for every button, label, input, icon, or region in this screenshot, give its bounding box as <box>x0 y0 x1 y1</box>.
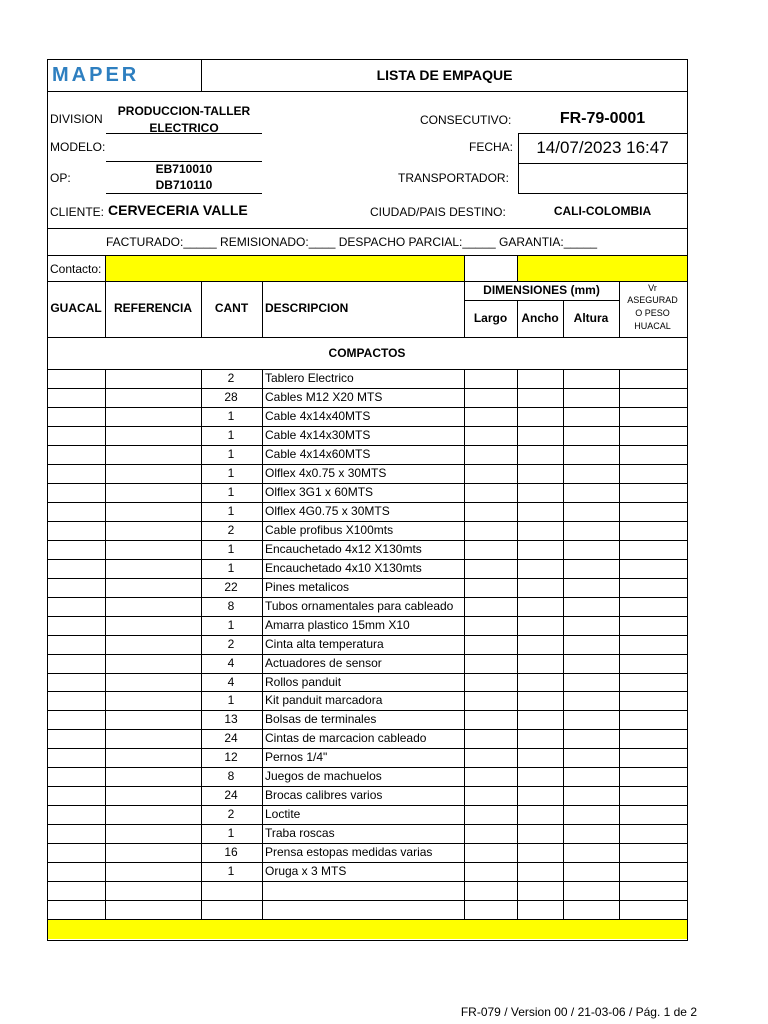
consecutivo-value: FR-79-0001 <box>559 110 646 127</box>
op-value-2: DB710110 <box>155 178 213 192</box>
contacto-bottom <box>47 281 687 282</box>
item-description: Cable profibus X100mts <box>265 522 394 537</box>
item-description: Bolsas de terminales <box>265 712 377 727</box>
transportador-label: TRANSPORTADOR: <box>398 171 509 185</box>
item-description: Olflex 3G1 x 60MTS <box>265 484 374 499</box>
item-description: Encauchetado 4x10 X130mts <box>265 560 422 575</box>
col-cant: CANT <box>214 301 249 315</box>
item-cant: 2 <box>227 636 235 651</box>
item-cant: 1 <box>227 465 235 480</box>
contacto-label: Contacto: <box>50 262 102 276</box>
item-cant: 1 <box>227 408 235 423</box>
item-cant: 1 <box>227 693 235 708</box>
item-cant: 2 <box>227 522 235 537</box>
item-description: Olflex 4x0.75 x 30MTS <box>265 465 387 480</box>
item-cant: 24 <box>224 731 238 746</box>
item-description: Rollos panduit <box>265 674 342 689</box>
item-description: Kit panduit marcadora <box>265 693 383 708</box>
ciudad-value: CALI-COLOMBIA <box>553 204 652 218</box>
contacto-div-1 <box>105 255 106 282</box>
item-cant: 28 <box>224 389 238 404</box>
item-cant: 1 <box>227 826 235 841</box>
op-label: OP: <box>50 171 71 185</box>
item-description: Cables M12 X20 MTS <box>265 389 383 404</box>
table-row <box>47 729 687 748</box>
item-cant: 1 <box>227 617 235 632</box>
table-row <box>47 691 687 710</box>
table-row <box>47 407 687 426</box>
item-cant: 1 <box>227 484 235 499</box>
item-description: Cable 4x14x60MTS <box>265 446 371 461</box>
item-description: Pernos 1/4" <box>265 750 328 765</box>
item-cant: 1 <box>227 503 235 518</box>
item-description: Loctite <box>265 807 301 822</box>
table-row <box>47 748 687 767</box>
table-row <box>47 824 687 843</box>
item-description: Traba roscas <box>265 826 335 841</box>
table-bottom <box>47 919 687 920</box>
table-row <box>47 862 687 881</box>
item-description: Pines metalicos <box>265 579 350 594</box>
item-cant: 1 <box>227 541 235 556</box>
fecha-label: FECHA: <box>469 140 514 154</box>
item-cant: 4 <box>227 674 235 689</box>
ciudad-label: CIUDAD/PAIS DESTINO: <box>370 205 506 219</box>
item-description: Juegos de machuelos <box>265 769 382 784</box>
item-description: Olflex 4G0.75 x 30MTS <box>265 503 390 518</box>
status-bottom <box>47 255 687 256</box>
table-row <box>47 654 687 673</box>
col-largo: Largo <box>473 311 508 325</box>
item-cant: 4 <box>227 655 235 670</box>
table-row <box>47 710 687 729</box>
contacto-div-2 <box>464 255 465 282</box>
item-description: Cable 4x14x30MTS <box>265 427 371 442</box>
item-description: Cinta alta temperatura <box>265 636 384 651</box>
col-referencia: REFERENCIA <box>113 301 192 315</box>
item-description: Tubos ornamentales para cableado <box>265 598 454 613</box>
section-title: COMPACTOS <box>328 346 406 360</box>
footer-version: FR-079 / Version 00 / 21-03-06 / Pág. 1 de 2 <box>460 1005 697 1019</box>
table-row <box>47 369 687 388</box>
table-row <box>47 597 687 616</box>
table-row <box>47 521 687 540</box>
col-descripcion: DESCRIPCION <box>265 301 349 315</box>
item-cant: 1 <box>227 446 235 461</box>
fecha-value: 14/07/2023 16:47 <box>536 138 669 157</box>
item-description: Encauchetado 4x12 X130mts <box>265 541 422 556</box>
col-altura: Altura <box>573 311 609 325</box>
maper-logo: MAPER <box>52 64 140 86</box>
value-box-top <box>518 133 687 134</box>
item-cant: 1 <box>227 864 235 879</box>
col-vr-3: O PESO <box>635 308 670 318</box>
table-row <box>47 673 687 692</box>
item-description: Oruga x 3 MTS <box>265 864 347 879</box>
consecutivo-label: CONSECUTIVO: <box>420 113 512 127</box>
status-line: FACTURADO:_____ REMISIONADO:____ DESPACHO PARCIAL:_____ GARANTIA:_____ <box>106 235 598 249</box>
table-row <box>47 445 687 464</box>
table-row <box>47 540 687 559</box>
col-div-cant <box>262 281 263 337</box>
table-row <box>47 426 687 445</box>
table-row <box>47 559 687 578</box>
value-box-bottom <box>518 193 687 194</box>
col-guacal: GUACAL <box>50 301 102 315</box>
page-title: LISTA DE EMPAQUE <box>376 67 513 83</box>
division-value-1: PRODUCCION-TALLER <box>117 104 251 118</box>
table-row <box>47 786 687 805</box>
col-vr-2: ASEGURAD <box>627 295 678 305</box>
op-value-1: EB710010 <box>155 162 213 176</box>
item-description: Tablero Electrico <box>265 371 354 385</box>
table-row <box>47 843 687 862</box>
table-row <box>47 388 687 407</box>
division-label: DIVISION <box>50 112 103 126</box>
dim-underline <box>464 300 619 301</box>
cliente-label: CLIENTE: <box>50 205 105 219</box>
table-row <box>47 483 687 502</box>
item-cant: 1 <box>227 427 235 442</box>
item-cant: 1 <box>227 560 235 575</box>
cliente-value: CERVECERIA VALLE <box>108 202 248 218</box>
table-row <box>47 502 687 521</box>
modelo-label: MODELO: <box>50 140 106 154</box>
table-row <box>47 635 687 654</box>
header-bottom-line <box>47 337 687 338</box>
col-vr-1: Vr <box>648 283 657 293</box>
item-description: Prensa estopas medidas varias <box>265 845 433 860</box>
table-row <box>47 881 687 900</box>
item-cant: 24 <box>224 788 238 803</box>
item-cant: 12 <box>224 750 238 765</box>
contacto-div-3 <box>517 255 518 282</box>
op-underline <box>106 193 262 194</box>
item-description: Brocas calibres varios <box>265 788 383 803</box>
table-row <box>47 805 687 824</box>
col-ancho: Ancho <box>521 311 559 325</box>
status-top <box>47 228 687 229</box>
item-cant: 8 <box>227 769 235 784</box>
item-description: Actuadores de sensor <box>265 655 382 670</box>
table-row <box>47 464 687 483</box>
header-bottom <box>47 91 687 92</box>
col-dimensiones: DIMENSIONES (mm) <box>483 283 600 297</box>
item-cant: 2 <box>227 807 235 822</box>
table-row <box>47 900 687 919</box>
table-row <box>47 767 687 786</box>
item-cant: 22 <box>224 579 238 594</box>
table-row <box>47 616 687 635</box>
col-vr-4: HUACAL <box>634 321 671 331</box>
item-description: Cable 4x14x40MTS <box>265 408 371 423</box>
item-cant: 13 <box>224 712 238 727</box>
value-box-mid <box>518 163 687 164</box>
division-value-2: ELECTRICO <box>149 121 219 135</box>
item-cant: 16 <box>224 845 238 860</box>
item-cant: 8 <box>227 598 235 613</box>
item-cant: 2 <box>227 371 235 385</box>
item-description: Amarra plastico 15mm X10 <box>265 617 410 632</box>
table-row <box>47 578 687 597</box>
item-description: Cintas de marcacion cableado <box>265 731 427 746</box>
